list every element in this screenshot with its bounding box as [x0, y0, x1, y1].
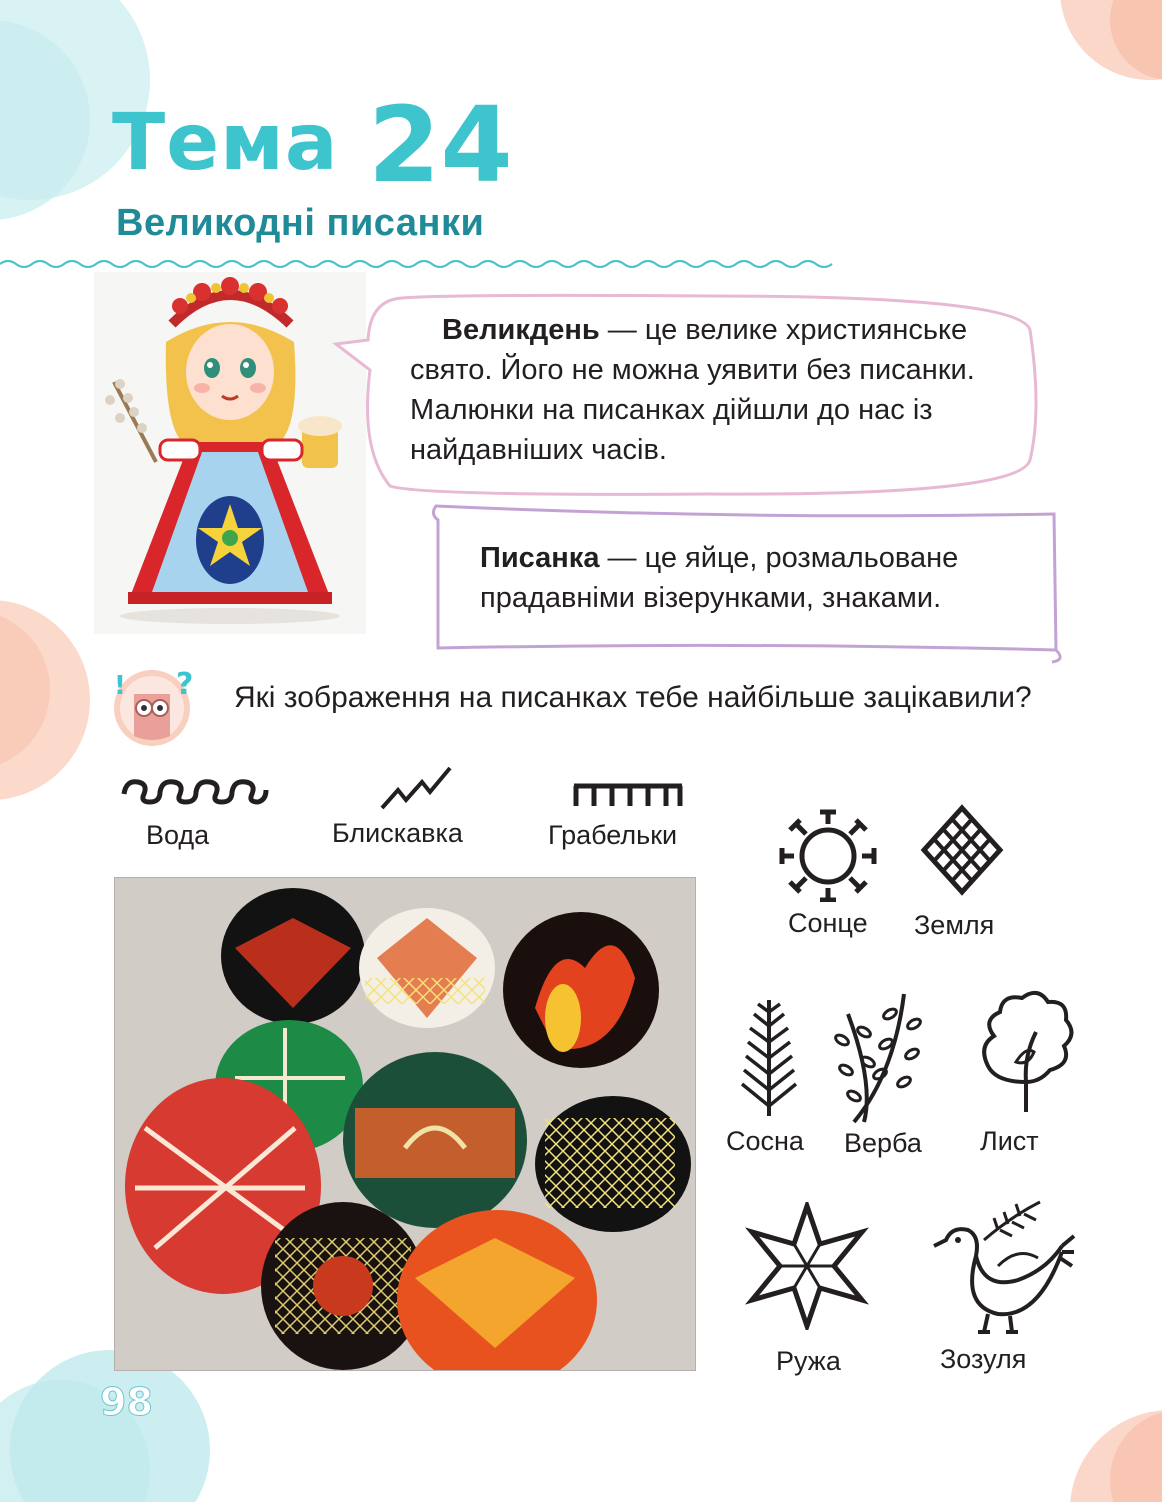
- term-pysanka: Писанка: [480, 542, 600, 574]
- decor-circle-bottom-right: [1040, 1390, 1162, 1502]
- pysanky-photo: [114, 877, 696, 1371]
- easter-definition: Великдень — це велике християнське свято. Його не можна уявити без писанки. Малюнки на писанках дійшли до нас із найдавніших часів.: [410, 314, 975, 466]
- label-lyst: Лист: [980, 1126, 1039, 1156]
- label-zemlia: Земля: [914, 910, 995, 940]
- svg-text:?: ?: [176, 667, 194, 702]
- label-voda: Вода: [146, 820, 210, 850]
- decor-circle-left-mid: [0, 570, 90, 830]
- decor-circle-top-right: [1040, 0, 1162, 110]
- lightning-symbol-icon: [380, 764, 454, 817]
- rose-star-symbol-icon: [744, 1202, 870, 1335]
- page-title-number: 24: [368, 84, 513, 206]
- label-sontse: Сонце: [788, 908, 868, 938]
- label-ruzha: Ружа: [776, 1346, 841, 1376]
- sun-symbol-icon: [776, 808, 880, 907]
- pine-symbol-icon: [738, 996, 800, 1125]
- question-text: Які зображення на писанках тебе найбільше зацікавили?: [234, 681, 1032, 714]
- willow-symbol-icon: [834, 984, 934, 1131]
- cuckoo-bird-symbol-icon: [928, 1196, 1076, 1341]
- page-subtitle: Великодні писанки: [116, 202, 485, 244]
- label-grabelky: Грабельки: [548, 820, 678, 850]
- rake-symbol-icon: [572, 780, 684, 815]
- pysanka-definition: Писанка — це яйце, розмальоване прадавніми візерунками, знаками.: [480, 542, 959, 614]
- water-symbol-icon: [120, 774, 270, 813]
- owl-question-icon: [112, 664, 204, 755]
- label-blyskavka: Блискавка: [332, 818, 463, 848]
- leaf-symbol-icon: [976, 986, 1080, 1121]
- girl-illustration: [94, 272, 366, 639]
- term-easter: Великдень: [442, 314, 600, 346]
- label-sosna: Сосна: [726, 1126, 804, 1156]
- page-number: 98: [100, 1380, 153, 1424]
- earth-symbol-icon: [920, 804, 1004, 903]
- label-verba: Верба: [844, 1128, 922, 1158]
- label-zozulia: Зозуля: [940, 1344, 1027, 1374]
- svg-text:!: !: [114, 671, 126, 701]
- page-title-word: Тема: [112, 98, 339, 188]
